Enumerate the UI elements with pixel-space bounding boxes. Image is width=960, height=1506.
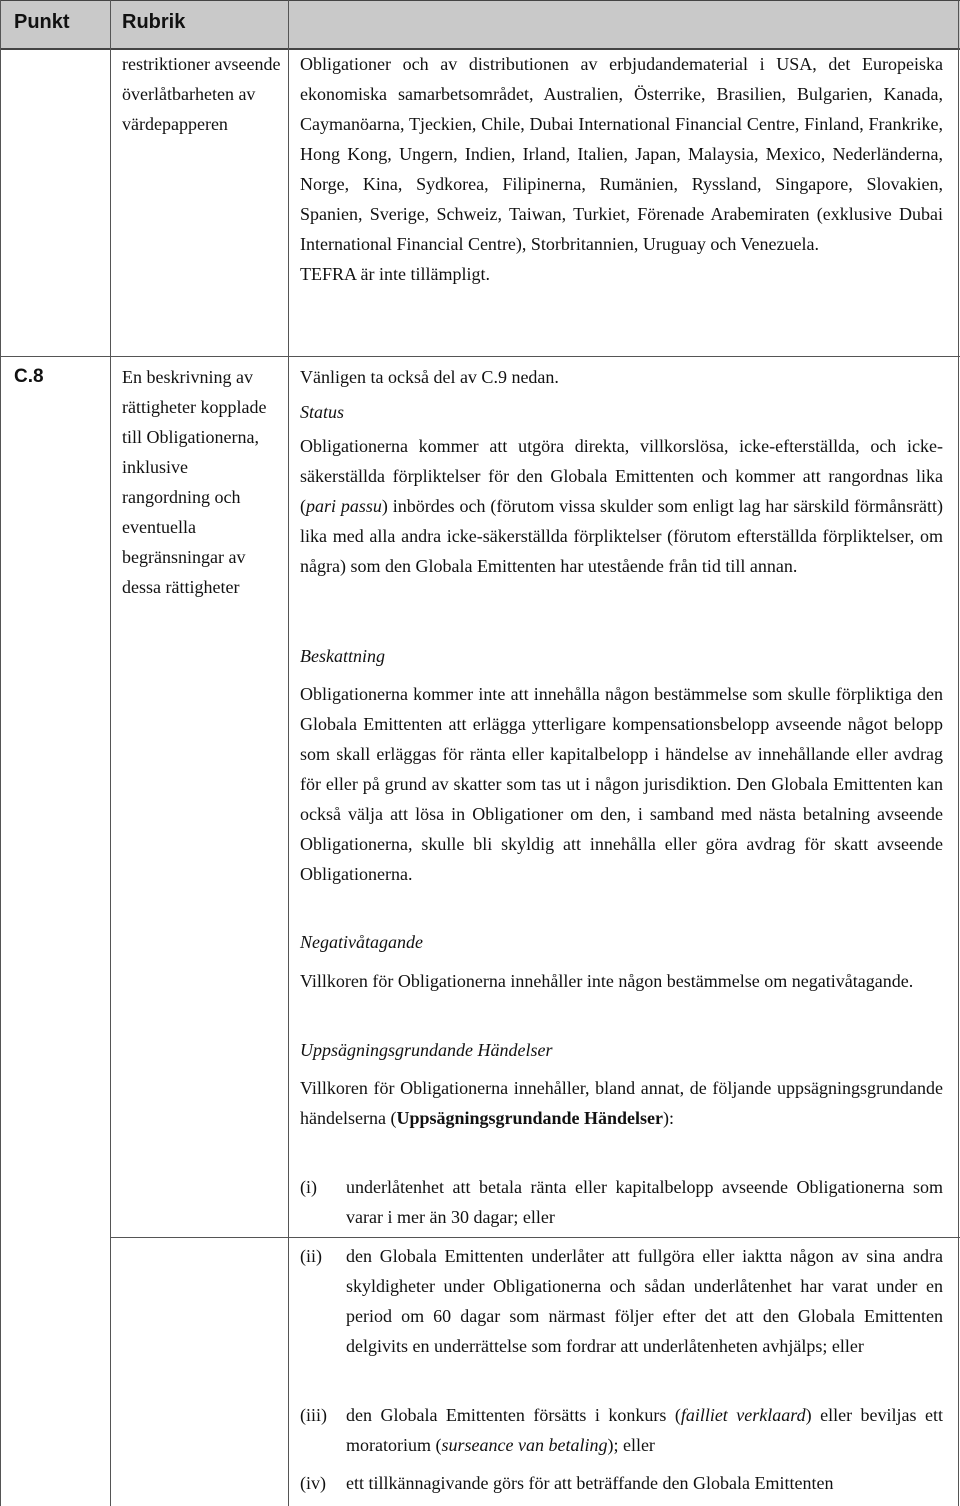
grid-line — [288, 0, 289, 1506]
restriktioner-text — [300, 49, 943, 289]
c8-intro: Vänligen ta också del av C.9 nedan. — [300, 367, 559, 387]
row-divider — [110, 1237, 960, 1238]
header-punkt: Punkt — [14, 11, 70, 33]
pari-passu: pari passu — [306, 496, 382, 516]
punkt-c8: C.8 — [14, 366, 44, 387]
tefra-note: TEFRA är inte tillämpligt. — [300, 264, 490, 284]
country-list: Obligationer och av distributionen av erbjudandematerial i USA, det Europeiska ekonomiska samarbetsområdet, Australien, Österrike, Brasilien, Bulgarien, Kanada, Caymanöarna, Tjeckien, Chile, Dubai International Financial Centre, Finland, Frankrike, Hong Kong, Ungern, Indien, Irland, Italien, Japan, Malaysia, Mexico, Nederländerna, Norge, Kina, Sydkorea, Filipinerna, Rumänien, Ryssland, Singapore, Slovakien, Spanien, Sverige, Schweiz, Taiwan, Turkiet, Förenade Arabemiraten (exklusive Dubai International Financial Centre), Storbritannien, Uruguay och Venezuela. — [300, 54, 943, 254]
negativatagande-heading: Negativåtagande — [300, 932, 423, 952]
grid-line — [0, 0, 1, 1506]
grid-line — [958, 0, 959, 1506]
status-text: Obligationerna kommer att utgöra direkta, villkorslösa, icke-efterställda, och icke-säkerställda förpliktelser för den Globala Emittenten och kommer att rangordnas lika (pari passu) inbördes och (förutom vissa skulder som enligt lag har särskild förmånsrätt) lika med alla andra icke-säkerställda förpliktelser (förutom efterställda förpliktelser, om några) som den Globala Emittenten har utestående från tid till annan. — [300, 436, 943, 576]
status-heading: Status — [300, 402, 345, 422]
negativatagande-text: Villkoren för Obligationerna innehåller inte någon bestämmelse om negativåtagande. — [300, 971, 914, 991]
header-cell-punkt — [0, 0, 110, 50]
defined-term: Uppsägningsgrundande Händelser — [396, 1108, 664, 1128]
header-cell-rubrik — [110, 0, 288, 50]
header-rubrik: Rubrik — [122, 11, 186, 33]
uppsagning-heading: Uppsägningsgrundande Händelser — [300, 1040, 553, 1060]
row-divider — [0, 356, 960, 357]
beskattning-text: Obligationerna kommer inte att innehålla någon bestämmelse som skulle förpliktiga den Globala Emittenten att erlägga ytterligare kompensationsbelopp avseende något belopp som skall erläggas för ränta eller kapitalbelopp i händelse av innehållande eller avdrag för eller på grund av skatter som tas ut i någon jurisdiktion. Den Globala Emittenten kan också välja att lösa in Obligationer om den, i samband med nästa betalning avseende Obligationerna, skulle bli skyldig att innehålla eller göra avdrag för skatt avseende Obligationerna. — [300, 684, 943, 884]
beskattning-heading: Beskattning — [300, 646, 385, 666]
uppsagning-text: Villkoren för Obligationerna innehåller, bland annat, de följande uppsägningsgrundande händelserna (Uppsägningsgrundande Händelser): — [300, 1078, 943, 1128]
grid-line — [110, 0, 111, 1506]
rubrik-c8: En beskrivning av rättigheter kopplade till Obligationerna, inklusive rangordning och eventuella begränsningar av dessa rättigheter — [122, 367, 267, 597]
header-cell-content — [288, 0, 960, 50]
document-page: Punkt Rubrik restriktioner avseende överlåtbarheten av värdepapperen Obligationer och av distributionen av erbjudandematerial i USA, det Europeiska ekonomiska samarbetsområdet, Australien, Österrike, Brasilien, Bulgarien, Kanada, Caymanöarna, Tjeckien, Chile, Dubai International Financial Centre, Finland, Frankrike, Hong Kong, Ungern, Indien, Irland, Italien, Japan, Malaysia, Mexico, Nederländerna, Norge, Kina, Sydkorea, Filipinerna, Rumänien, Ryssland, Singapore, Slovakien, Spanien, Sverige, Schweiz, Taiwan, Turkiet, Förenade Arabemiraten (exklusive Dubai International Financial Centre), Storbritannien, Uruguay och Venezuela. TEFRA är inte tillämpligt. C.8 En beskrivning av rättigheter kopplade till Obligationerna, inklusive rangordning och eventuella begränsningar av dessa rättigheter Vänligen ta också del av C.9 nedan. Status Obligationerna kommer att utgöra direkta, villkorslösa, icke-efterställda, och icke-säkerställda förpliktelser för den Globala Emittenten och kommer att rangordnas lika (pari passu) inbördes och (förutom vissa skulder som enligt lag har särskild förmånsrätt) lika med alla andra icke-säkerställda förpliktelser (förutom efterställda förpliktelser, om några) som den Globala Emittenten har utestående från tid till annan. Beskattning Obligationerna kommer inte att innehålla någon bestämmelse som skulle förpliktiga den Globala Emittenten att erlägga ytterligare kompensationsbelopp avseende något belopp som skall erläggas för ränta eller kapitalbelopp i händelse av innehållande eller avdrag för eller på grund av skatter som tas ut i någon jurisdiktion. Den Globala Emittenten kan också välja att lösa in Obligationer om den, i samband med nästa betalning avseende Obligationerna, skulle bli skyldig att innehålla eller göra avdrag för skatt avseende Obligationerna. Negativåtagande Villkoren för Obligationerna innehåller inte någon bestämmelse om negativåtagande. Uppsägningsgrundande Händelser Villkoren för Obligationerna innehåller, bland annat, de följande uppsägningsgrundande händelserna (Uppsägningsgrundande Händelser): (i) underlåtenhet att betala ränta eller kapitalbelopp avseende Obligationerna som varar i mer än 30 dagar; eller (ii) den Globala Emittenten underlåter att fullgöra eller iaktta någon av sina andra skyldigheter under Obligationerna och sådan underlåtenhet har varat under en period om 60 dagar som närmast följer efter det att den Globala Emittenten delgivits en underrättelse som fordrar att underlåtenheten avhjälps; eller (iii) den Globala Emittenten försätts i konkurs (failliet verklaard) eller beviljas ett moratorium (surseance van betaling); eller (iv) ett tillkännagivande görs för att beträffande den Globala Emittenten — [0, 0, 960, 1506]
rubrik-restriktioner: restriktioner avseende överlåtbarheten av värdepapperen — [122, 54, 281, 134]
